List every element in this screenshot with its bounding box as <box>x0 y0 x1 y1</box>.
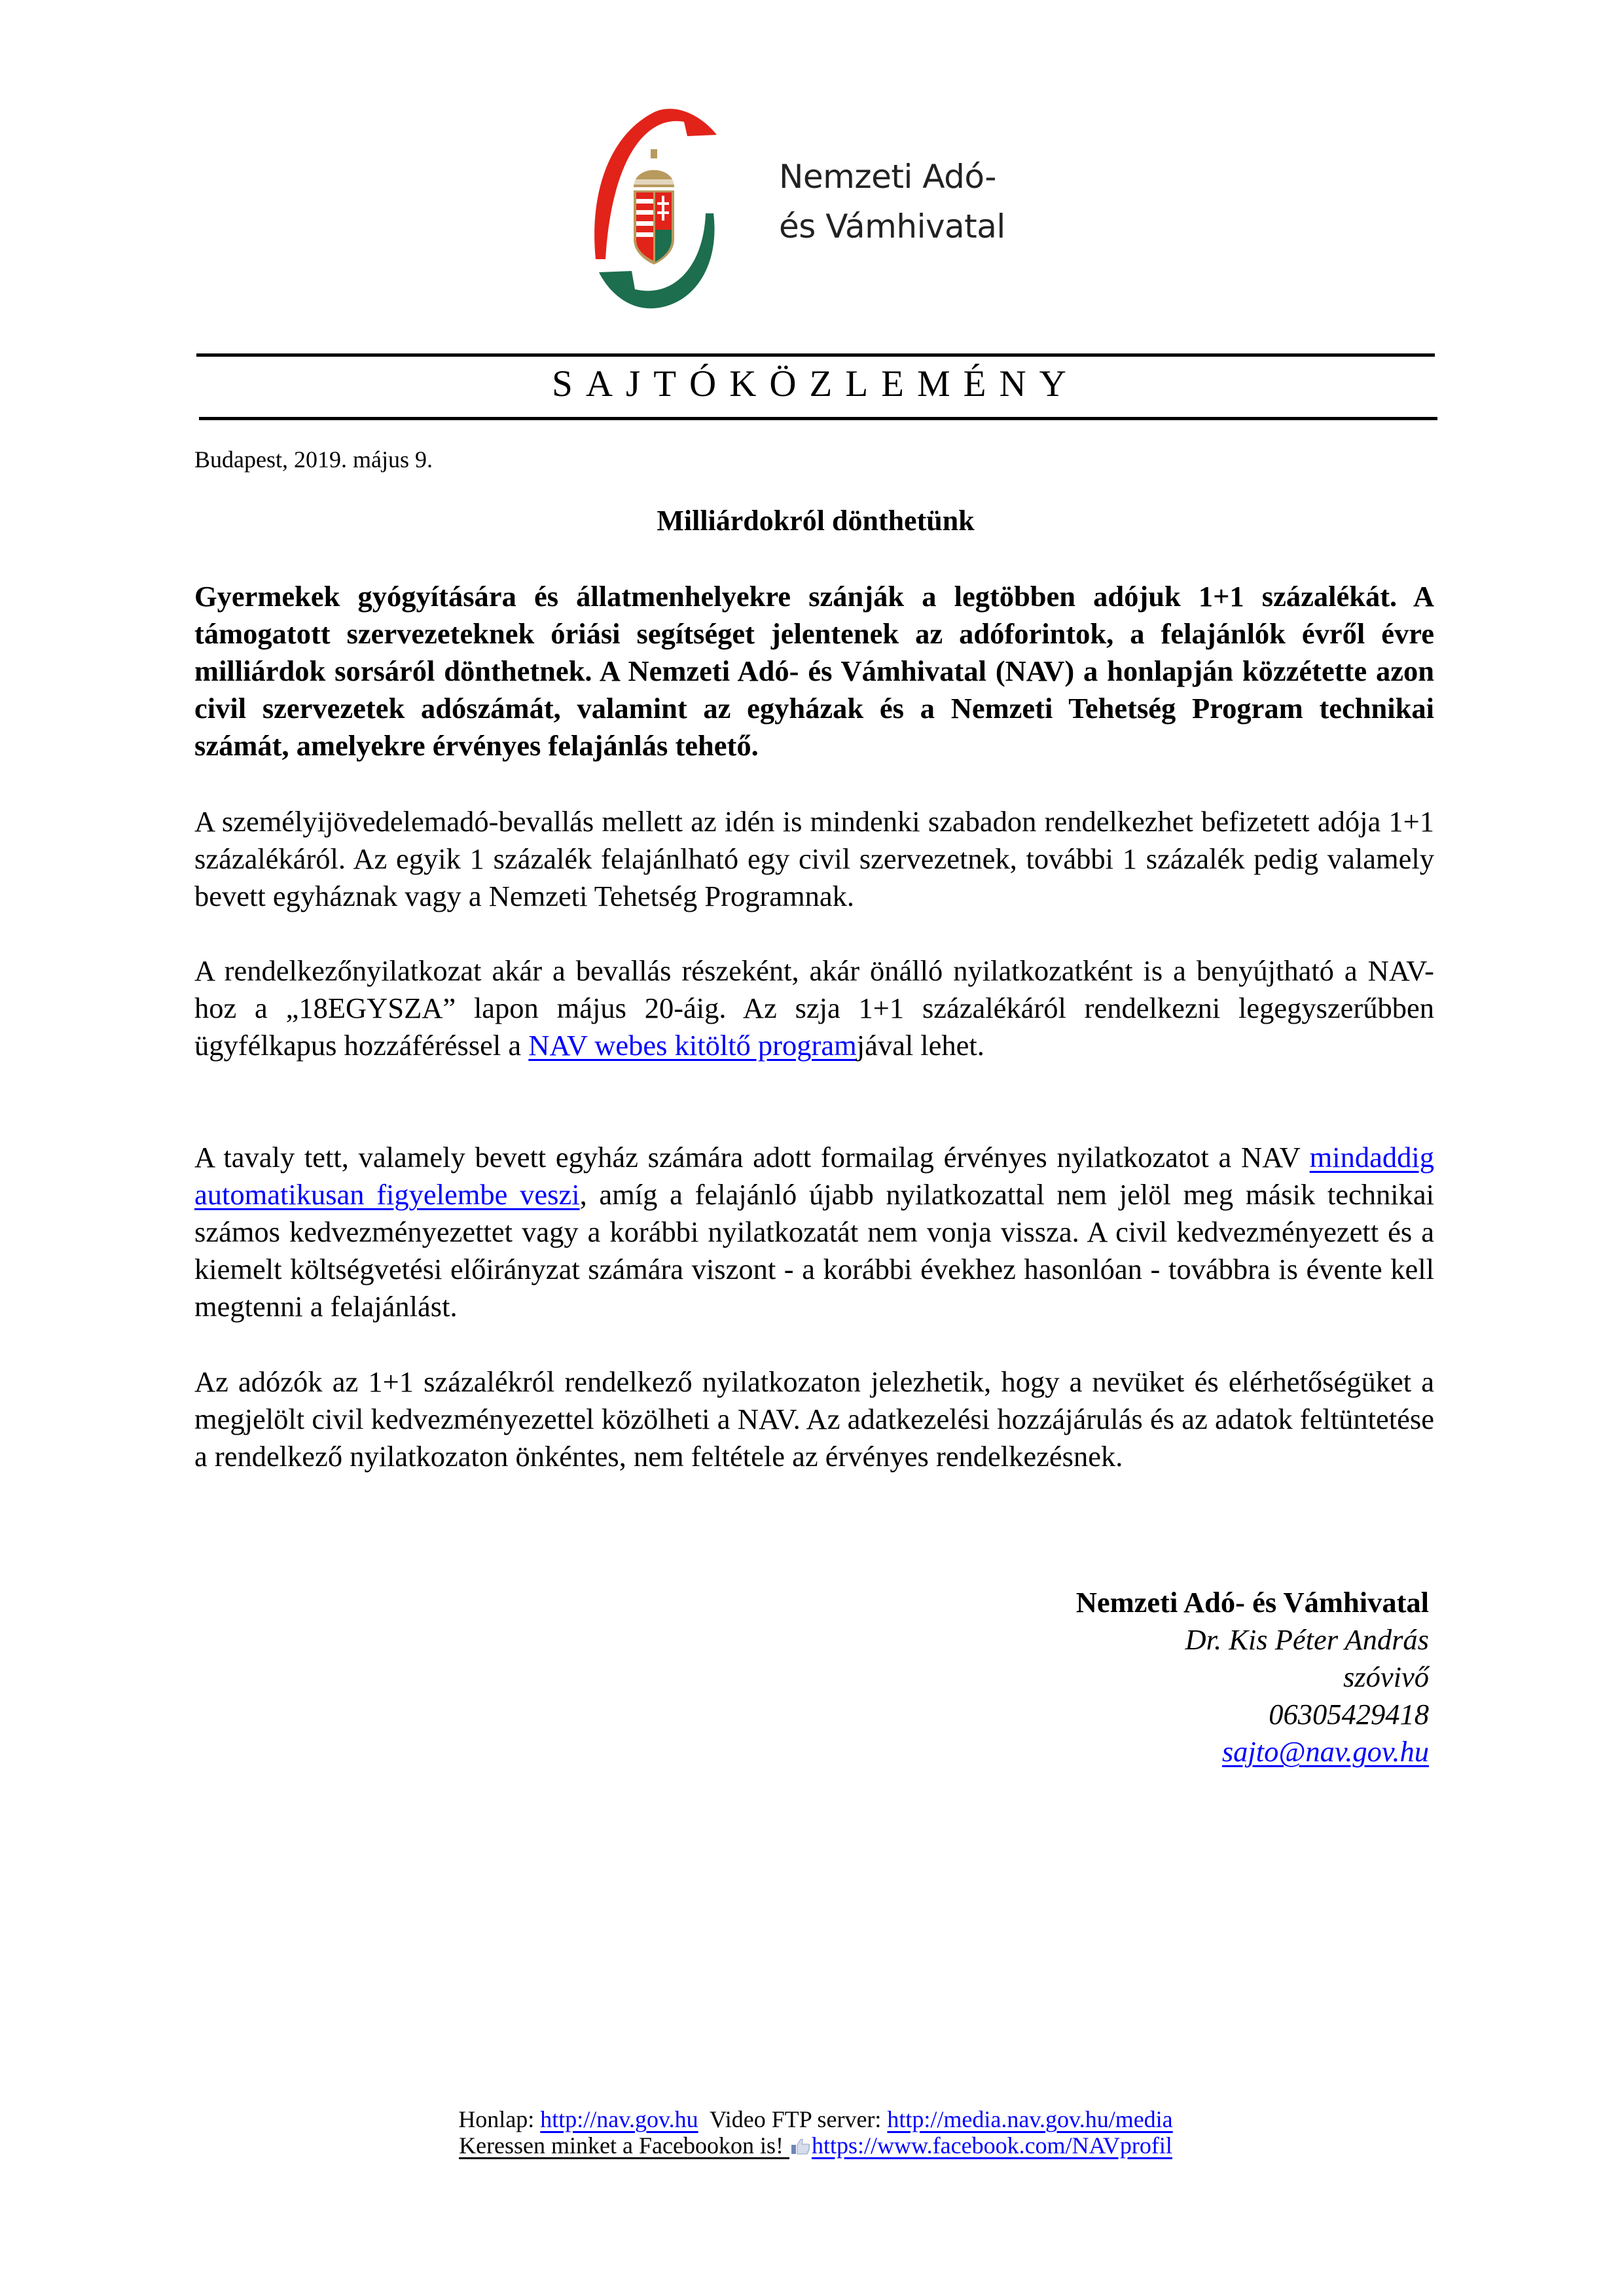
ftp-server-link[interactable]: http://media.nav.gov.hu/media <box>887 2106 1173 2132</box>
lead-paragraph: Gyermekek gyógyítására és állatmenhelyekre szánják a legtöbben adójuk 1+1 százalékát. A támogatott szervezeteknek óriási segítséget jelentenek az adóforintok, a felajánlók évről évre milliárdok sorsáról dönthetnek. A Nemzeti Adó- és Vámhivatal (NAV) a honlapján közzétette azon civil szervezetek adószámát, valamint az egyházak és a Nemzeti Tehetség Program technikai számát, amelyekre érvényes felajánlás tehető. <box>194 580 1434 762</box>
headline: Milliárdokról dönthetünk <box>657 505 975 537</box>
paragraph-text: A rendelkezőnyilatkozat akár a bevallás részeként, akár önálló nyilatkozatként is a benyújtható a NAV-hoz a „18EGYSZA” lapon május 20-áig. Az szja 1+1 százalékáról rendelkezni legegyszerűbben ügyfélkapus hozzáféréssel a <box>194 954 1434 1062</box>
homepage-link[interactable]: http://nav.gov.hu <box>540 2106 698 2132</box>
signature-block <box>785 1584 1429 1770</box>
logo-line-2: és Vámhivatal <box>779 207 1005 245</box>
header-rule-top <box>196 353 1435 357</box>
paragraph-text: , amíg a felajánló újabb nyilatkozattal nem jelöl meg másik technikai számos kedvezményezettet vagy a korábbi nyilatkozatát nem vonja vissza. A civil kedvezményezett és a kiemelt költségvetési előirányzat számára viszont - a korábbi évekhez hasonlóan - továbbra is évente kell megtenni a felajánlást. <box>194 1178 1435 1323</box>
signature-phone: 06305429418 <box>1269 1698 1429 1731</box>
body-paragraph-1: A személyijövedelemadó-bevallás mellett az idén is mindenki szabadon rendelkezhet befizetett adója 1+1 százalékáról. Az egyik 1 százalék felajánlható egy civil szervezetnek, további 1 százalék pedig valamely bevett egyháznak vagy a Nemzeti Tehetség Programnak. <box>194 805 1434 912</box>
logo-wordmark <box>779 152 1005 251</box>
paragraph-text: jával lehet. <box>856 1029 984 1062</box>
body-paragraph-2 <box>194 952 1434 1064</box>
signature-organization: Nemzeti Adó- és Vámhivatal <box>1075 1586 1429 1619</box>
nav-logo <box>576 92 1074 314</box>
signature-name: Dr. Kis Péter András <box>1185 1623 1429 1656</box>
footer-line-1 <box>196 2106 1435 2132</box>
automatic-consideration-link[interactable]: mindaddig automatikusan figyelembe veszi <box>194 1141 1434 1211</box>
footer-line-2 <box>196 2132 1435 2159</box>
homepage-label: Honlap: <box>458 2106 541 2132</box>
paragraph-text: A tavaly tett, valamely bevett egyház számára adott formailag érvényes nyilatkozatot a NAV <box>194 1141 1310 1174</box>
thumbs-up-icon <box>791 2138 810 2155</box>
body-paragraph-3 <box>194 1139 1434 1325</box>
logo-line-1: Nemzeti Adó- <box>779 158 996 196</box>
nav-web-form-link[interactable]: NAV webes kitöltő program <box>528 1029 857 1062</box>
header-rule-bottom <box>199 417 1437 420</box>
press-email-link[interactable]: sajto@nav.gov.hu <box>1221 1735 1429 1768</box>
body-paragraph-4: Az adózók az 1+1 százalékról rendelkező nyilatkozaton jelezhetik, hogy a nevüket és elérhetőségüket a megjelölt civil kedvezményezettel közölheti a NAV. Az adatkezelési hozzájárulás és az adatok feltüntetése a rendelkező nyilatkozaton önkéntes, nem feltétele az érvényes rendelkezésnek. <box>194 1365 1434 1473</box>
dateline: Budapest, 2019. május 9. <box>194 446 433 473</box>
press-release-title: SAJTÓKÖZLEMÉNY <box>552 363 1079 404</box>
facebook-link[interactable]: https://www.facebook.com/NAVprofil <box>811 2132 1172 2159</box>
signature-role: szóvivő <box>1343 1660 1429 1693</box>
nav-emblem-icon <box>583 96 727 312</box>
facebook-label: Keressen minket a Facebookon is! <box>459 2132 789 2159</box>
ftp-label: Video FTP server: <box>698 2106 888 2132</box>
footer <box>196 2106 1435 2159</box>
